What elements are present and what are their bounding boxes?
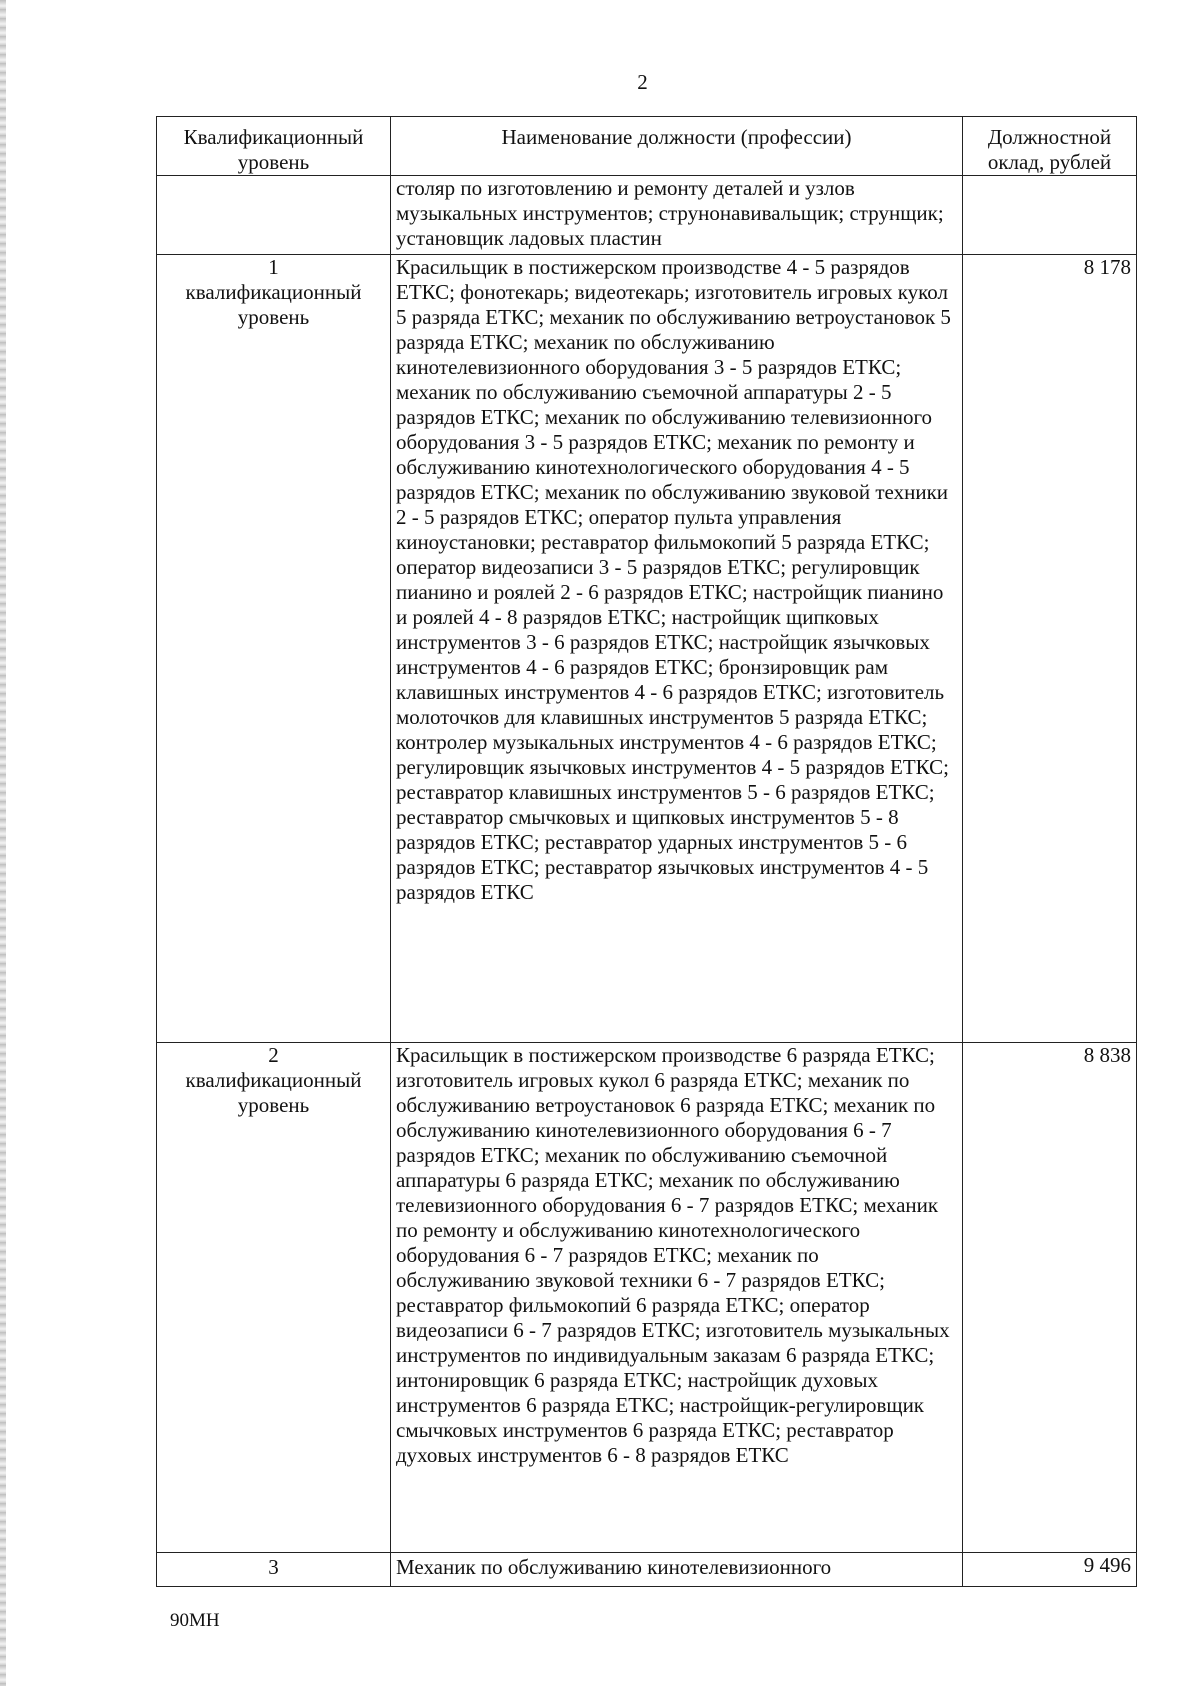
salary-cell: 8 178 [963, 255, 1137, 1043]
table-row [157, 176, 1137, 255]
level-word: квалификационный [185, 280, 362, 304]
table-row [157, 1553, 1137, 1587]
header-name: Наименование должности (профессии) [391, 117, 963, 176]
level-word: уровень [237, 1093, 310, 1117]
document-code: 90МН [170, 1610, 220, 1631]
position-name-cell: Красильщик в постижерском производстве 4 - 5 разрядов ЕТКС; фонотекарь; видеотекарь; изготовитель игровых кукол 5 разряда ЕТКС; механик по обслуживанию ветроустановок 5 разряда ЕТКС; механик по обслуживанию кинотелевизионного оборудования 3 - 5 разрядов ЕТКС; механик по обслуживанию съемочной аппаратуры 2 - 5 разрядов ЕТКС; механик по обслуживанию телевизионного оборудования 3 - 5 разрядов ЕТКС; механик по ремонту и обслуживанию кинотехнологического оборудования 4 - 5 разрядов ЕТКС; механик по обслуживанию звуковой техники 2 - 5 разрядов ЕТКС; оператор пульта управления киноустановки; реставратор фильмокопий 5 разряда ЕТКС; оператор видеозаписи 3 - 5 разрядов ЕТКС; регулировщик пианино и роялей 2 - 6 разрядов ЕТКС; настройщик пианино и роялей 4 - 8 разрядов ЕТКС; настройщик щипковых инструментов 3 - 6 разрядов ЕТКС; настройщик язычковых инструментов 4 - 6 разрядов ЕТКС; бронзировщик рам клавишных инструментов 4 - 6 разрядов ЕТКС; изготовитель молоточков для клавишных инструментов 5 разряда ЕТКС; контролер музыкальных инструментов 4 - 6 разрядов ЕТКС; регулировщик язычковых инструментов 4 - 5 разрядов ЕТКС; реставратор клавишных инструментов 5 - 6 разрядов ЕТКС; реставратор смычковых и щипковых инструментов 5 - 8 разрядов ЕТКС; реставратор ударных инструментов 5 - 6 разрядов ЕТКС; реставратор язычковых инструментов 4 - 5 разрядов ЕТКС [391, 255, 963, 1043]
level-cell [157, 1043, 391, 1553]
table-row [157, 1043, 1137, 1553]
level-number: 2 [268, 1043, 279, 1067]
level-number: 3 [268, 1555, 279, 1579]
position-name-cell: Красильщик в постижерском производстве 6 разряда ЕТКС; изготовитель игровых кукол 6 разряда ЕТКС; механик по обслуживанию ветроустановок 6 разряда ЕТКС; механик по обслуживанию кинотелевизионного оборудования 6 - 7 разрядов ЕТКС; механик по обслуживанию съемочной аппаратуры 6 разряда ЕТКС; механик по обслуживанию телевизионного оборудования 6 - 7 разрядов ЕТКС; механик по ремонту и обслуживанию кинотехнологического оборудования 6 - 7 разрядов ЕТКС; механик по обслуживанию звуковой техники 6 - 7 разрядов ЕТКС; реставратор фильмокопий 6 разряда ЕТКС; оператор видеозаписи 6 - 7 разрядов ЕТКС; изготовитель музыкальных инструментов по индивидуальным заказам 6 разряда ЕТКС; интонировщик 6 разряда ЕТКС; настройщик духовых инструментов 6 разряда ЕТКС; настройщик-регулировщик смычковых инструментов 6 разряда ЕТКС; реставратор духовых инструментов 6 - 8 разрядов ЕТКС [391, 1043, 963, 1553]
level-cell [157, 255, 391, 1043]
level-cell [157, 176, 391, 255]
header-salary: Должностной оклад, рублей [963, 117, 1137, 176]
position-name-cell: столяр по изготовлению и ремонту деталей и узлов музыкальных инструментов; струнонавивальщик; струнщик; установщик ладовых пластин [391, 176, 963, 255]
header-level: Квалификационный уровень [157, 117, 391, 176]
level-number: 1 [268, 255, 279, 279]
scan-edge [0, 0, 6, 1686]
level-word: уровень [237, 305, 310, 329]
salary-cell: 9 496 [963, 1553, 1137, 1587]
salary-cell: 8 838 [963, 1043, 1137, 1553]
page-number: 2 [637, 70, 648, 94]
salary-table [156, 116, 1137, 1587]
salary-cell [963, 176, 1137, 255]
level-cell [157, 1553, 391, 1587]
position-name-cell: Механик по обслуживанию кинотелевизионного [391, 1553, 963, 1587]
table-header-row [157, 117, 1137, 176]
level-word: квалификационный [185, 1068, 362, 1092]
table-row [157, 255, 1137, 1043]
